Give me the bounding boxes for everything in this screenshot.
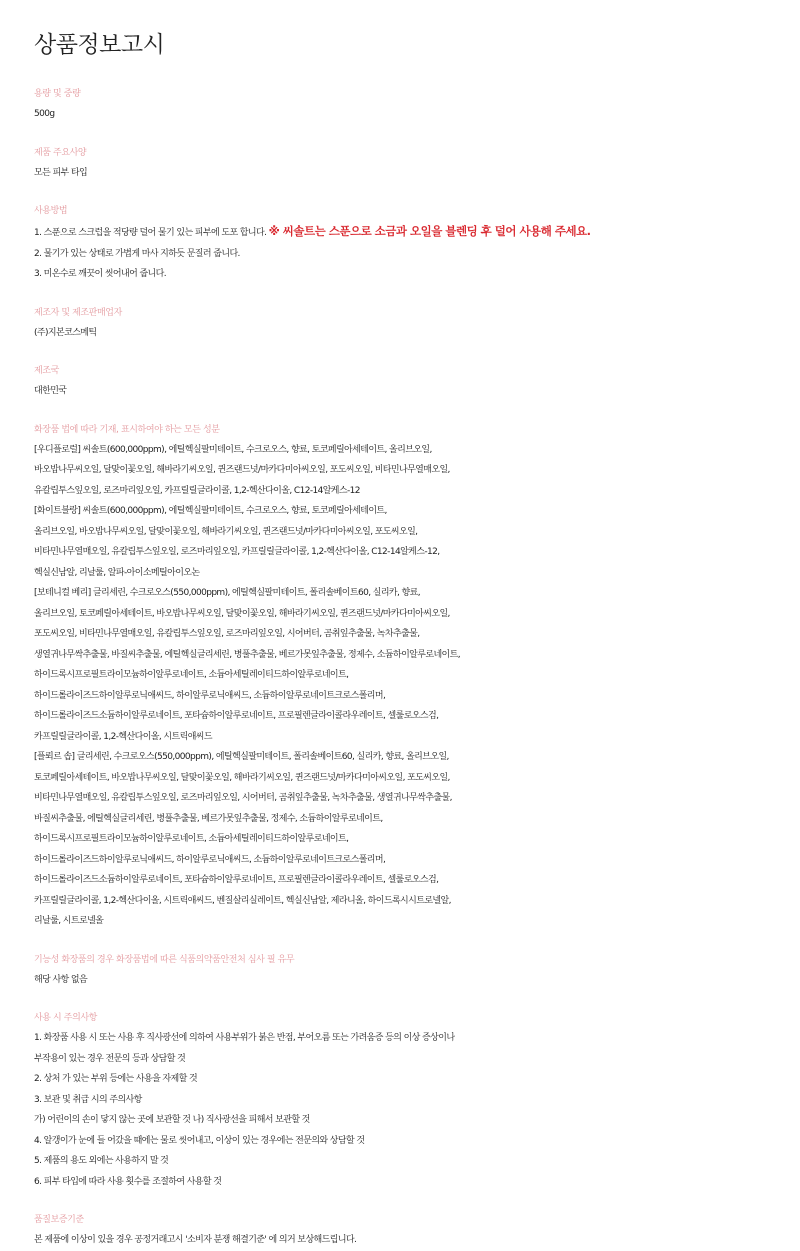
section-warranty bbox=[34, 1210, 766, 1251]
ingredient-line: 헥실신남알, 리날룰, 알파-아이소메틸아이오논 bbox=[34, 567, 200, 578]
ingredient-line: 비타민나무열매오일, 유칼립투스잎오일, 로즈마리잎오일, 시어버터, 곰취잎추출물, 녹차추출물, 생열귀나무싹추출물, bbox=[34, 793, 452, 803]
section-label: 기능성 화장품의 경우 화장품법에 따른 식품의약품안전처 심사 필 유무 bbox=[34, 954, 295, 965]
section-label: 용량 및 중량 bbox=[34, 89, 81, 99]
page-title: 상품정보고시 bbox=[34, 32, 165, 58]
ingredient-line: 생열귀나무싹추출물, 바질씨추출물, 에틸헥실글리세린, 병풀추출물, 베르가못잎추출물, 정제수, 소듐하이알루로네이트, bbox=[34, 649, 461, 660]
caution-line: 2. 상처 가 있는 부위 등에는 사용을 자제할 것 bbox=[34, 1074, 198, 1084]
ingredient-line: 하이드롤라이즈드하이알루로닉애씨드, 하이알루로닉애씨드, 소듐하이알루로네이트크로스폴리머, bbox=[34, 690, 386, 701]
usage-step: 3. 미온수로 깨끗이 씻어내어 줍니다. bbox=[34, 269, 167, 279]
ingredient-line: 올리브오일, 토코페릴아세테이트, 바오밥나무씨오일, 달맞이꽃오일, 해바라기씨오일, 퀸즈랜드넛/마카다미아씨오일, bbox=[34, 608, 450, 619]
section-functional-cosmetics bbox=[34, 950, 766, 991]
section-spec bbox=[34, 143, 766, 184]
ingredient-line: 하이드롤라이즈드소듐하이알루로네이트, 포타슘하이알루로네이트, 프로필렌글라이콜라우레이트, 셀룰로오스검, bbox=[34, 875, 439, 885]
section-volume bbox=[34, 84, 766, 125]
ingredient-line: [화이트블랑] 씨솔트(600,000ppm), 에틸헥실팔미테이트, 수크로오스, 향료, 토코페릴아세테이트, bbox=[34, 506, 387, 516]
usage-step-text: 1. 스푼으로 스크럽을 적당량 덜어 물기 있는 피부에 도포 합니다. bbox=[34, 228, 267, 238]
ingredient-line: 카프릴릴글라이콜, 1,2-헥산다이올, 시트릭애씨드 bbox=[34, 731, 212, 742]
ingredient-line: 비타민나무열매오일, 유칼립투스잎오일, 로즈마리잎오일, 카프릴릴글라이콜, 1,2-헥산다이올, C12-14알케스-12, bbox=[34, 547, 440, 557]
ingredient-line: 리날룰, 시트로넬올 bbox=[34, 916, 104, 926]
section-text: (주)지본코스메틱 bbox=[34, 327, 97, 338]
section-label: 화장품 법에 따라 기재, 표시하여야 하는 모든 성분 bbox=[34, 424, 220, 435]
section-label: 품질보증기준 bbox=[34, 1215, 84, 1225]
section-usage bbox=[34, 201, 766, 285]
ingredient-line: [우디플로럴] 씨솔트(600,000ppm), 에틸헥실팔미테이트, 수크로오스, 향료, 토코페릴아세테이트, 올리브오일, bbox=[34, 444, 432, 455]
caution-line: 부작용이 있는 경우 전문의 등과 상담할 것 bbox=[34, 1053, 186, 1064]
section-country bbox=[34, 361, 766, 402]
caution-line: 4. 알갱이가 눈에 들 어갔을 때에는 물로 씻어내고, 이상이 있는 경우에는 전문의와 상담할 것 bbox=[34, 1135, 365, 1146]
caution-line: 가) 어린이의 손이 닿지 않는 곳에 보관할 것 나) 직사광선을 피해서 보관할 것 bbox=[34, 1115, 310, 1125]
section-text: 해당 사항 없음 bbox=[34, 974, 88, 985]
section-text: 500g bbox=[34, 109, 55, 119]
section-text: 본 제품에 이상이 있을 경우 공정거래고시 '소비자 분쟁 해결기준' 에 의거 보상해드립니다. bbox=[34, 1235, 357, 1245]
section-label: 제조국 bbox=[34, 366, 59, 376]
ingredient-line: 바오밥나무씨오일, 달맞이꽃오일, 해바라기씨오일, 퀸즈랜드넛/마카다미아씨오일, 포도씨오일, 비타민나무열매오일, bbox=[34, 465, 450, 475]
section-label: 사용방법 bbox=[34, 206, 68, 216]
ingredient-line: 하이드롤라이즈드소듐하이알루로네이트, 포타슘하이알루로네이트, 프로필렌글라이콜라우레이트, 셀룰로오스검, bbox=[34, 711, 439, 721]
ingredient-line: 하이드롤라이즈드하이알루로닉애씨드, 하이알루로닉애씨드, 소듐하이알루로네이트크로스폴리머, bbox=[34, 854, 386, 865]
section-manufacturer bbox=[34, 303, 766, 344]
ingredient-line: 카프릴릴글라이콜, 1,2-헥산다이올, 시트릭애씨드, 벤질살리실레이트, 헥실신남알, 제라니올, 하이드록시시트로넬알, bbox=[34, 895, 451, 906]
ingredient-line: [플뢰르 솝] 글리세린, 수크로오스(550,000ppm), 에틸헥실팔미테이트, 폴리솔베이트60, 실리카, 향료, 올리브오일, bbox=[34, 752, 449, 762]
section-caution bbox=[34, 1008, 766, 1192]
ingredient-line: 바질씨추출물, 에틸헥실글리세린, 병풀추출물, 베르가못잎추출물, 정제수, 소듐하이알루로네이트, bbox=[34, 813, 383, 824]
ingredient-line: 하이드록시프로필트라이모늄하이알루로네이트, 소듐아세틸레이티드하이알루로네이트, bbox=[34, 670, 349, 680]
usage-step bbox=[34, 221, 766, 244]
caution-line: 1. 화장품 사용 시 또는 사용 후 직사광선에 의하여 사용부위가 붉은 반점, 부어오름 또는 가려움증 등의 이상 증상이나 bbox=[34, 1033, 455, 1043]
ingredient-line: 유칼립투스잎오일, 로즈마리잎오일, 카프릴릴글라이콜, 1,2-헥산다이올, C12-14알케스-12 bbox=[34, 485, 360, 496]
ingredient-line: [보테니컬 베리] 글리세린, 수크로오스(550,000ppm), 에틸헥실팔미테이트, 폴리솔베이트60, 실리카, 향료, bbox=[34, 588, 420, 598]
ingredient-line: 하이드록시프로필트라이모늄하이알루로네이트, 소듐아세틸레이티드하이알루로네이트, bbox=[34, 834, 349, 844]
usage-step: 2. 물기가 있는 상태로 가볍게 마사 지하듯 문질러 줍니다. bbox=[34, 248, 240, 259]
section-ingredients bbox=[34, 420, 766, 932]
section-label: 사용 시 주의사항 bbox=[34, 1013, 97, 1023]
section-label: 제품 주요사양 bbox=[34, 147, 87, 158]
caution-line: 6. 피부 타입에 따라 사용 횟수를 조절하여 사용할 것 bbox=[34, 1176, 222, 1187]
section-text: 대한민국 bbox=[34, 386, 67, 396]
ingredient-line: 포도씨오일, 비타민나무열매오일, 유칼립투스잎오일, 로즈마리잎오일, 시어버터, 곰취잎추출물, 녹차추출물, bbox=[34, 629, 420, 639]
caution-line: 5. 제품의 용도 외에는 사용하지 말 것 bbox=[34, 1156, 169, 1166]
section-text: 모든 피부 타입 bbox=[34, 167, 88, 178]
section-label: 제조자 및 제조판매업자 bbox=[34, 307, 122, 318]
caution-line: 3. 보관 및 취급 시의 주의사항 bbox=[34, 1094, 142, 1105]
ingredient-line: 토코페릴아세테이트, 바오밥나무씨오일, 달맞이꽃오일, 해바라기씨오일, 퀸즈랜드넛/마카다미아씨오일, 포도씨오일, bbox=[34, 772, 450, 783]
usage-warning-note: ※ 씨솔트는 스푼으로 소금과 오일을 블렌딩 후 덜어 사용해 주세요. bbox=[268, 224, 591, 238]
ingredient-line: 올리브오일, 바오밥나무씨오일, 달맞이꽃오일, 해바라기씨오일, 퀸즈랜드넛/마카다미아씨오일, 포도씨오일, bbox=[34, 526, 418, 537]
